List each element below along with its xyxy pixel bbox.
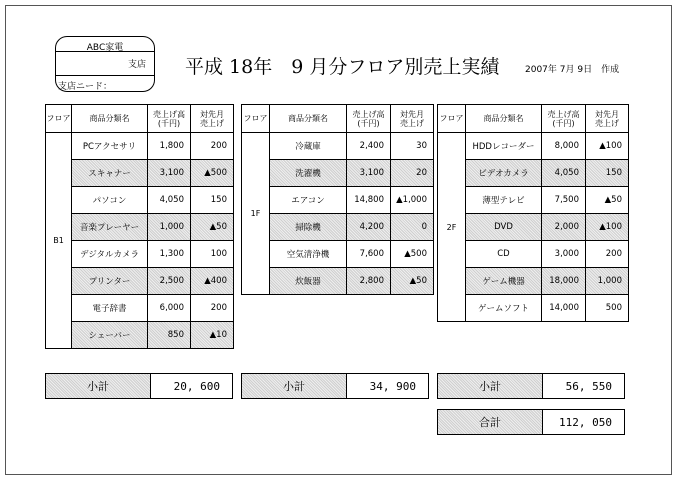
vs-cell: 20 <box>391 160 434 187</box>
table-row <box>438 160 629 187</box>
floor-name: 1F <box>242 133 270 295</box>
branch-info-box <box>55 36 155 92</box>
table-row <box>438 214 629 241</box>
header-sales: 売上げ高 (千円) <box>148 105 191 133</box>
category-cell: 薄型テレビ <box>466 187 542 214</box>
sales-cell: 850 <box>148 322 191 349</box>
category-cell: パソコン <box>72 187 148 214</box>
sales-cell: 4,200 <box>347 214 391 241</box>
total-value: 112, 050 <box>543 410 624 434</box>
vs-cell: 500 <box>586 295 629 322</box>
category-cell: 炊飯器 <box>270 268 347 295</box>
table-row <box>438 268 629 295</box>
category-cell: ビデオカメラ <box>466 160 542 187</box>
table-row <box>242 268 434 295</box>
table-row <box>46 160 234 187</box>
vs-cell: 200 <box>191 295 234 322</box>
sales-cell: 6,000 <box>148 295 191 322</box>
table-row <box>46 268 234 295</box>
sales-cell: 4,050 <box>542 160 586 187</box>
vs-cell: 200 <box>191 133 234 160</box>
sales-cell: 7,600 <box>347 241 391 268</box>
sales-cell: 3,100 <box>347 160 391 187</box>
vs-cell: ▲1,000 <box>391 187 434 214</box>
floor-name: 2F <box>438 133 466 322</box>
table-row <box>242 160 434 187</box>
header-floor: フロア <box>438 105 466 133</box>
subtotal-b1 <box>45 373 233 399</box>
table-row <box>438 187 629 214</box>
sales-cell: 3,100 <box>148 160 191 187</box>
category-cell: 洗濯機 <box>270 160 347 187</box>
category-cell: 掃除機 <box>270 214 347 241</box>
vs-cell: 100 <box>191 241 234 268</box>
divider <box>56 51 154 52</box>
header-category: 商品分類名 <box>466 105 542 133</box>
subtotal-label: 小計 <box>242 374 347 398</box>
category-cell: 冷蔵庫 <box>270 133 347 160</box>
table-row <box>46 295 234 322</box>
vs-cell: 0 <box>391 214 434 241</box>
category-cell: 音楽プレーヤー <box>72 214 148 241</box>
subtotal-label: 小計 <box>438 374 543 398</box>
total-label: 合計 <box>438 410 543 434</box>
table-row <box>46 241 234 268</box>
subtotal-label: 小計 <box>46 374 151 398</box>
category-cell: シェーバー <box>72 322 148 349</box>
table-row <box>242 187 434 214</box>
floor-table-2f <box>437 104 629 322</box>
sales-cell: 7,500 <box>542 187 586 214</box>
header-floor: フロア <box>46 105 72 133</box>
header-vs: 対先月 売上げ <box>391 105 434 133</box>
sales-cell: 2,800 <box>347 268 391 295</box>
sales-cell: 2,400 <box>347 133 391 160</box>
sales-cell: 14,000 <box>542 295 586 322</box>
vs-cell: ▲50 <box>391 268 434 295</box>
floor-table-1f <box>241 104 434 295</box>
sales-cell: 14,800 <box>347 187 391 214</box>
header-sales: 売上げ高 (千円) <box>347 105 391 133</box>
category-cell: ゲームソフト <box>466 295 542 322</box>
vs-cell: ▲100 <box>586 214 629 241</box>
floor-name: B1 <box>46 133 72 349</box>
category-cell: HDDレコーダー <box>466 133 542 160</box>
table-row <box>438 295 629 322</box>
sales-cell: 2,000 <box>542 214 586 241</box>
vs-cell: ▲50 <box>191 214 234 241</box>
table-header-row <box>438 105 629 133</box>
table-row <box>242 241 434 268</box>
subtotal-value: 34, 900 <box>347 374 428 398</box>
page-title: 平成 18年 9 月分フロア別売上実績 <box>185 56 500 78</box>
branch-label: 支店 <box>127 60 146 70</box>
category-cell: プリンター <box>72 268 148 295</box>
table-row <box>438 133 629 160</box>
table-row <box>46 187 234 214</box>
header-category: 商品分類名 <box>72 105 148 133</box>
sales-cell: 8,000 <box>542 133 586 160</box>
table-row <box>46 133 234 160</box>
vs-cell: ▲50 <box>586 187 629 214</box>
divider <box>56 75 154 76</box>
vs-cell: 200 <box>586 241 629 268</box>
vs-cell: 30 <box>391 133 434 160</box>
category-cell: ゲーム機器 <box>466 268 542 295</box>
table-header-row <box>46 105 234 133</box>
category-cell: デジタルカメラ <box>72 241 148 268</box>
vs-cell: 150 <box>586 160 629 187</box>
vs-cell: ▲10 <box>191 322 234 349</box>
company-name: ABC家電 <box>86 43 124 53</box>
sales-cell: 3,000 <box>542 241 586 268</box>
header-floor: フロア <box>242 105 270 133</box>
subtotal-value: 56, 550 <box>543 374 624 398</box>
category-cell: DVD <box>466 214 542 241</box>
table-row <box>242 214 434 241</box>
subtotal-value: 20, 600 <box>151 374 232 398</box>
grand-total <box>437 409 625 435</box>
sales-cell: 2,500 <box>148 268 191 295</box>
created-date: 2007年 7月 9日 作成 <box>525 65 620 75</box>
vs-cell: ▲100 <box>586 133 629 160</box>
table-row <box>438 241 629 268</box>
vs-cell: ▲400 <box>191 268 234 295</box>
category-cell: CD <box>466 241 542 268</box>
vs-cell: ▲500 <box>191 160 234 187</box>
category-cell: スキャナー <box>72 160 148 187</box>
floor-table-b1 <box>45 104 234 349</box>
sales-cell: 1,800 <box>148 133 191 160</box>
table-row <box>46 214 234 241</box>
vs-cell: 150 <box>191 187 234 214</box>
table-row <box>46 322 234 349</box>
header-vs: 対先月 売上げ <box>586 105 629 133</box>
category-cell: 電子辞書 <box>72 295 148 322</box>
category-cell: PCアクセサリ <box>72 133 148 160</box>
subtotal-1f <box>241 373 429 399</box>
sales-cell: 18,000 <box>542 268 586 295</box>
header-sales: 売上げ高 (千円) <box>542 105 586 133</box>
sales-cell: 1,300 <box>148 241 191 268</box>
branch-code-label: 支店ニード： <box>58 82 113 92</box>
sales-cell: 1,000 <box>148 214 191 241</box>
category-cell: エアコン <box>270 187 347 214</box>
table-row <box>242 133 434 160</box>
header-category: 商品分類名 <box>270 105 347 133</box>
category-cell: 空気清浄機 <box>270 241 347 268</box>
sales-cell: 4,050 <box>148 187 191 214</box>
vs-cell: 1,000 <box>586 268 629 295</box>
vs-cell: ▲500 <box>391 241 434 268</box>
table-header-row <box>242 105 434 133</box>
subtotal-2f <box>437 373 625 399</box>
header-vs: 対先月 売上げ <box>191 105 234 133</box>
